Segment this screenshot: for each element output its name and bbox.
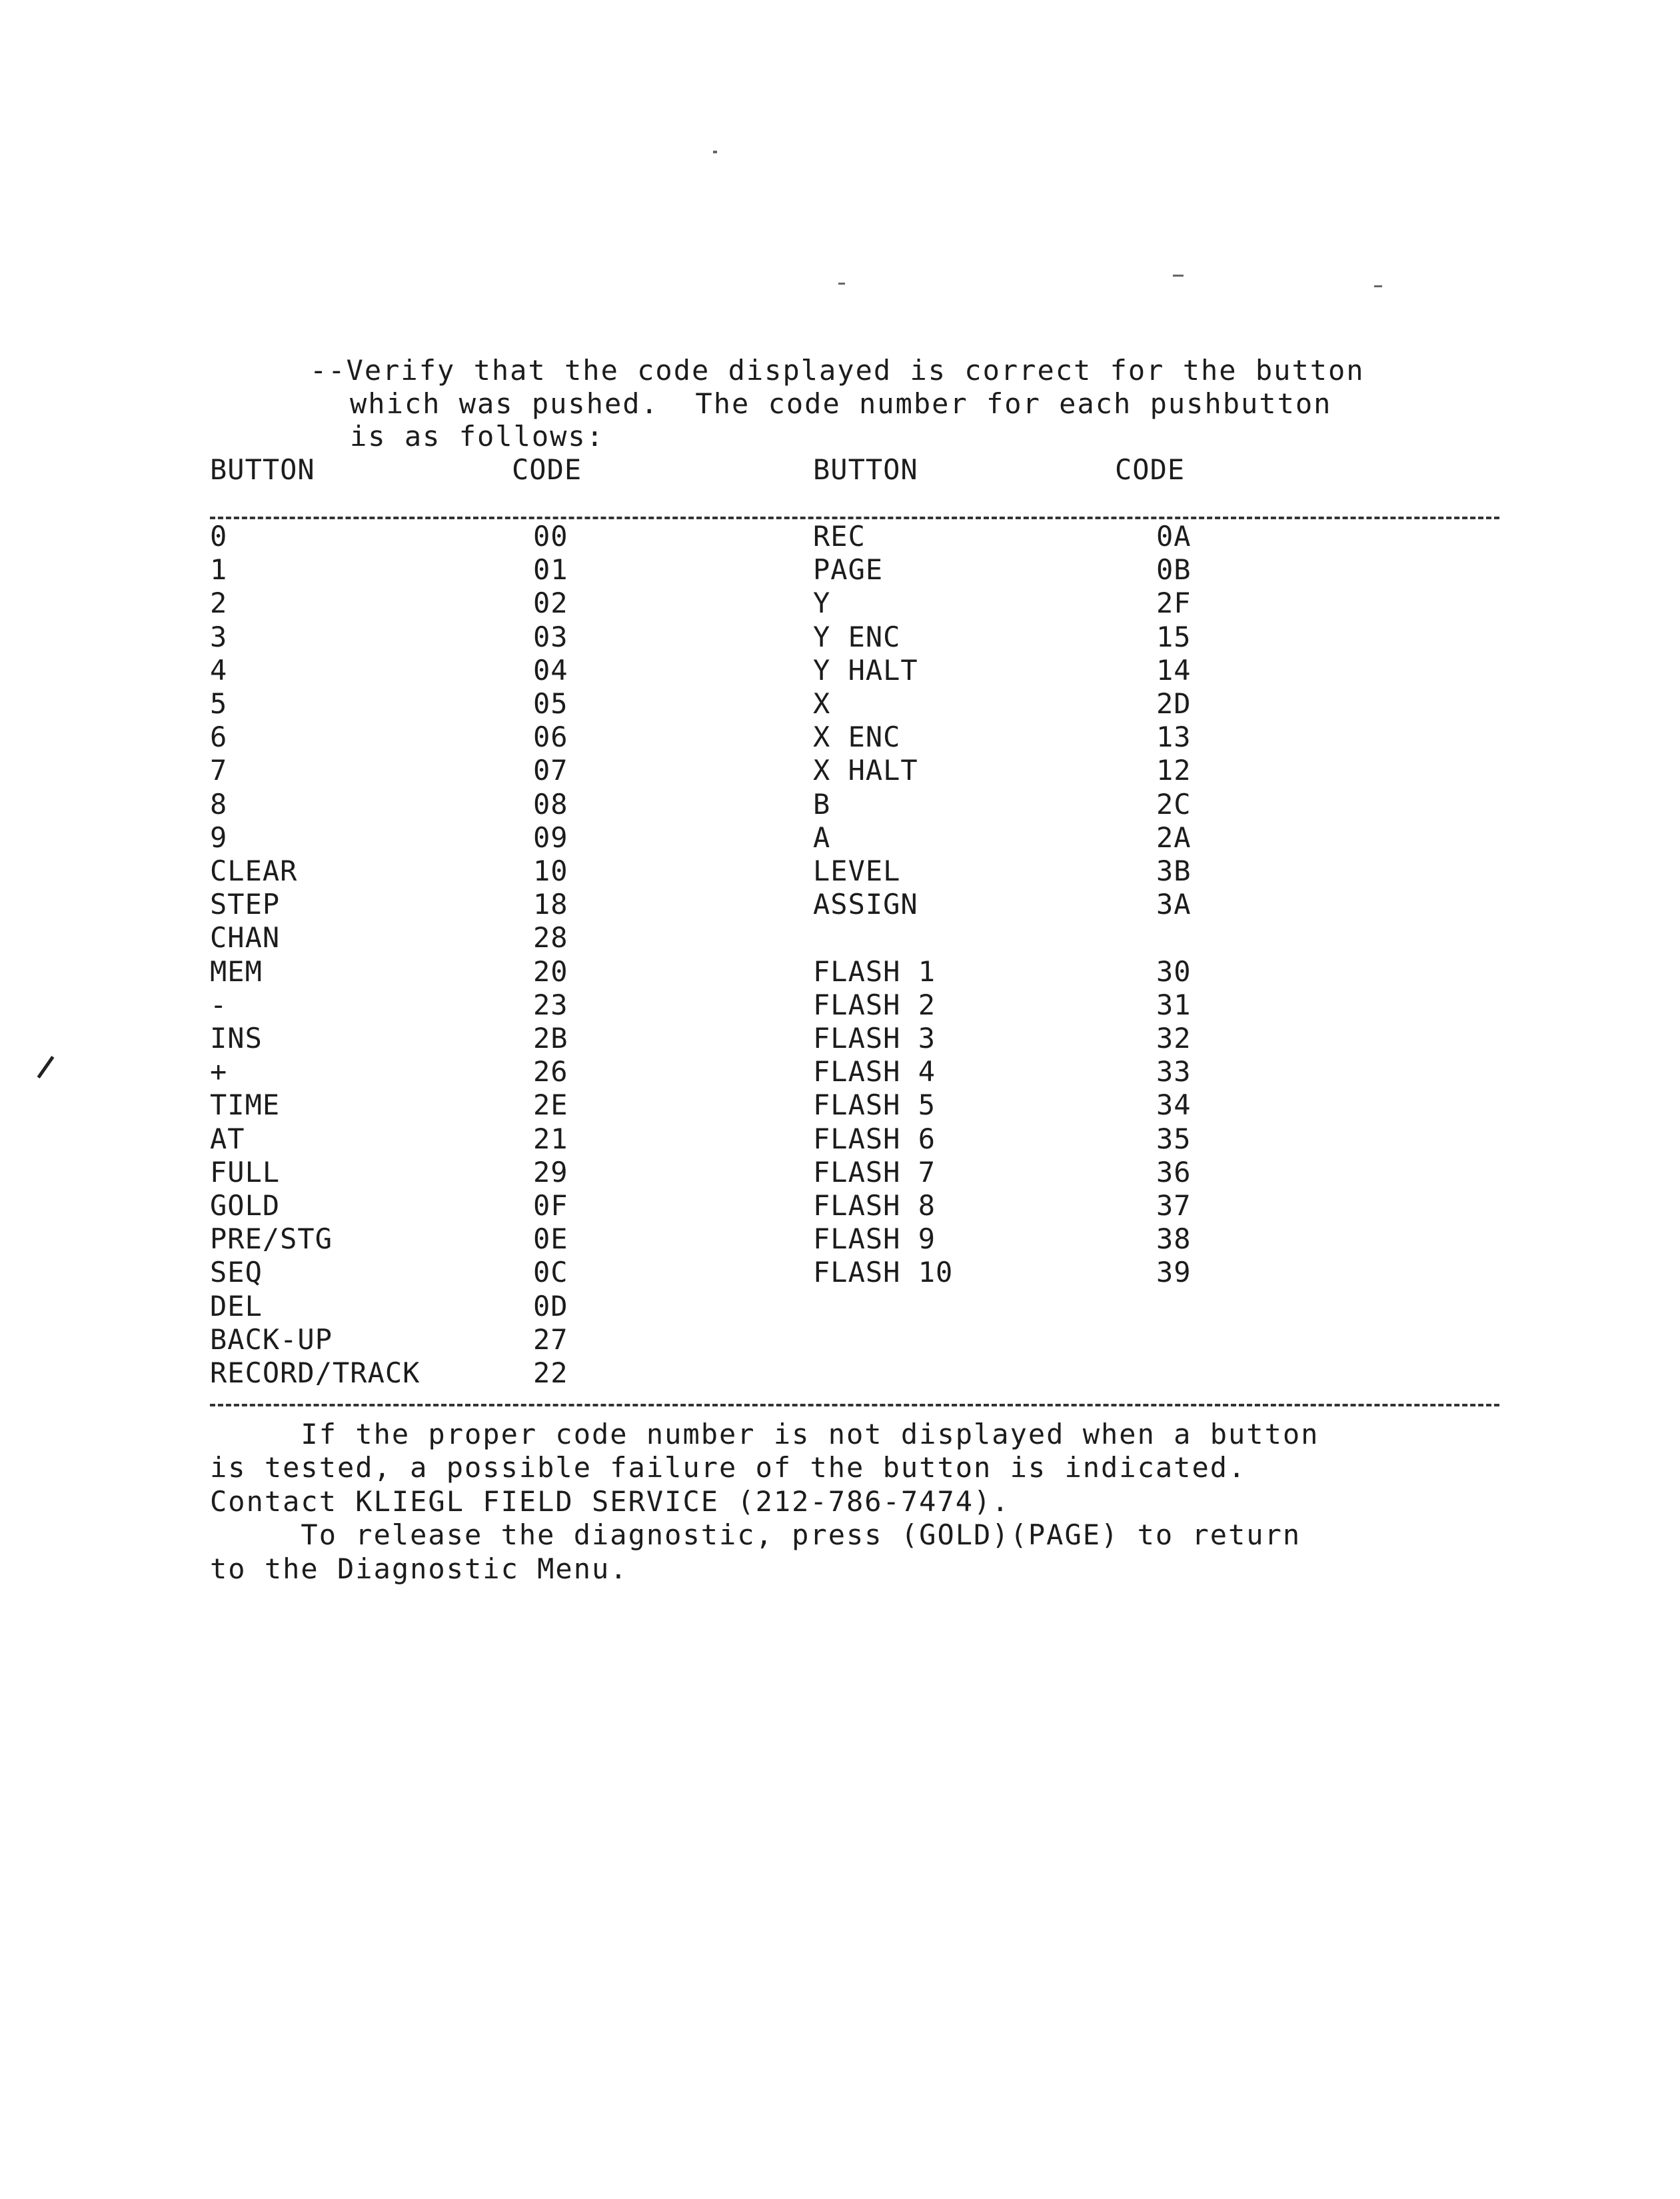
button-code: 33 (1156, 1055, 1192, 1088)
button-code: 10 (533, 855, 568, 887)
footer-line: If the proper code number is not displayed when a button (210, 1418, 1319, 1450)
footer-divider (210, 1404, 1499, 1406)
button-code: 2F (1156, 587, 1192, 619)
button-name: Y (813, 587, 831, 619)
button-code: 01 (533, 553, 568, 586)
button-code: 13 (1156, 721, 1192, 753)
button-code: 0B (1156, 553, 1192, 586)
column-header-code-left: CODE (512, 453, 582, 486)
button-code: 34 (1156, 1089, 1192, 1121)
button-name: GOLD (210, 1189, 281, 1222)
button-code: 26 (533, 1055, 568, 1088)
button-code: 36 (1156, 1156, 1192, 1188)
column-header-button-right: BUTTON (813, 453, 918, 486)
button-code: 35 (1156, 1122, 1192, 1155)
button-code: 08 (533, 788, 568, 821)
button-code: 07 (533, 754, 568, 787)
button-name: FLASH 2 (813, 989, 936, 1021)
button-code: 23 (533, 989, 568, 1021)
button-name: AT (210, 1122, 245, 1155)
button-name: 6 (210, 721, 228, 753)
button-code: 0D (533, 1290, 568, 1322)
button-name: Y HALT (813, 654, 918, 687)
button-code: 12 (1156, 754, 1192, 787)
button-code: 31 (1156, 989, 1192, 1021)
intro-line: is as follows: (350, 420, 605, 453)
button-code: 2D (1156, 687, 1192, 720)
button-name: FLASH 9 (813, 1222, 936, 1255)
button-name: 7 (210, 754, 228, 787)
button-code: 3B (1156, 855, 1192, 887)
button-code: 39 (1156, 1256, 1192, 1288)
button-name: CLEAR (210, 855, 298, 887)
button-name: FLASH 7 (813, 1156, 936, 1188)
button-code: 2A (1156, 821, 1192, 854)
button-name: 3 (210, 621, 228, 653)
button-code: 09 (533, 821, 568, 854)
button-code: 2B (533, 1022, 568, 1055)
column-header-button-left: BUTTON (210, 453, 315, 486)
button-code: 14 (1156, 654, 1192, 687)
button-code: 28 (533, 921, 568, 954)
button-code: 06 (533, 721, 568, 753)
button-name: PAGE (813, 553, 884, 586)
button-code: 3A (1156, 888, 1192, 921)
button-code: 0E (533, 1222, 568, 1255)
button-code: 04 (533, 654, 568, 687)
button-code: 0F (533, 1189, 568, 1222)
button-code: 32 (1156, 1022, 1192, 1055)
button-name: MEM (210, 955, 263, 988)
button-code: 21 (533, 1122, 568, 1155)
button-name: + (210, 1055, 228, 1088)
button-code: 38 (1156, 1222, 1192, 1255)
button-name: 5 (210, 687, 228, 720)
button-code: 22 (533, 1356, 568, 1389)
button-name: FULL (210, 1156, 281, 1188)
intro-line: --Verify that the code displayed is correct for the button (310, 354, 1365, 387)
footer-line: is tested, a possible failure of the button is indicated. (210, 1451, 1247, 1484)
button-name: X (813, 687, 831, 720)
button-name: FLASH 5 (813, 1089, 936, 1121)
button-code: 2C (1156, 788, 1192, 821)
button-name: RECORD/TRACK (210, 1356, 420, 1389)
button-name: 1 (210, 553, 228, 586)
button-code: 0C (533, 1256, 568, 1288)
intro-line: which was pushed. The code number for each pushbutton (350, 387, 1332, 420)
button-code: 20 (533, 955, 568, 988)
button-name: DEL (210, 1290, 263, 1322)
button-name: 0 (210, 520, 228, 553)
scan-mark (838, 283, 845, 285)
button-code: 00 (533, 520, 568, 553)
button-name: FLASH 6 (813, 1122, 936, 1155)
button-code: 37 (1156, 1189, 1192, 1222)
button-name: Y ENC (813, 621, 901, 653)
button-name: 9 (210, 821, 228, 854)
button-code: 0A (1156, 520, 1192, 553)
scan-mark (1173, 275, 1184, 277)
header-divider (210, 517, 1499, 519)
button-name: FLASH 3 (813, 1022, 936, 1055)
button-name: BACK-UP (210, 1323, 333, 1356)
button-name: A (813, 821, 831, 854)
button-code: 03 (533, 621, 568, 653)
button-name: 2 (210, 587, 228, 619)
button-name: 8 (210, 788, 228, 821)
button-name: FLASH 1 (813, 955, 936, 988)
scan-mark (713, 151, 717, 153)
button-code: 29 (533, 1156, 568, 1188)
scan-mark (1374, 285, 1382, 287)
scan-mark (37, 1056, 55, 1079)
button-name: - (210, 989, 228, 1021)
button-name: FLASH 10 (813, 1256, 954, 1288)
button-name: CHAN (210, 921, 281, 954)
button-name: INS (210, 1022, 263, 1055)
button-name: ASSIGN (813, 888, 918, 921)
button-code: 15 (1156, 621, 1192, 653)
button-code: 18 (533, 888, 568, 921)
footer-line: To release the diagnostic, press (GOLD)(PAGE) to return (210, 1518, 1301, 1551)
button-name: X ENC (813, 721, 901, 753)
column-header-code-right: CODE (1115, 453, 1186, 486)
button-code: 27 (533, 1323, 568, 1356)
button-name: SEQ (210, 1256, 263, 1288)
button-name: X HALT (813, 754, 918, 787)
button-name: STEP (210, 888, 281, 921)
button-name: 4 (210, 654, 228, 687)
button-name: B (813, 788, 831, 821)
button-code: 02 (533, 587, 568, 619)
footer-line: Contact KLIEGL FIELD SERVICE (212-786-7474). (210, 1485, 1010, 1518)
button-code: 2E (533, 1089, 568, 1121)
button-name: FLASH 8 (813, 1189, 936, 1222)
footer-line: to the Diagnostic Menu. (210, 1552, 628, 1585)
button-name: LEVEL (813, 855, 901, 887)
button-name: REC (813, 520, 866, 553)
button-code: 05 (533, 687, 568, 720)
button-code: 30 (1156, 955, 1192, 988)
button-name: TIME (210, 1089, 281, 1121)
button-name: FLASH 4 (813, 1055, 936, 1088)
button-name: PRE/STG (210, 1222, 333, 1255)
